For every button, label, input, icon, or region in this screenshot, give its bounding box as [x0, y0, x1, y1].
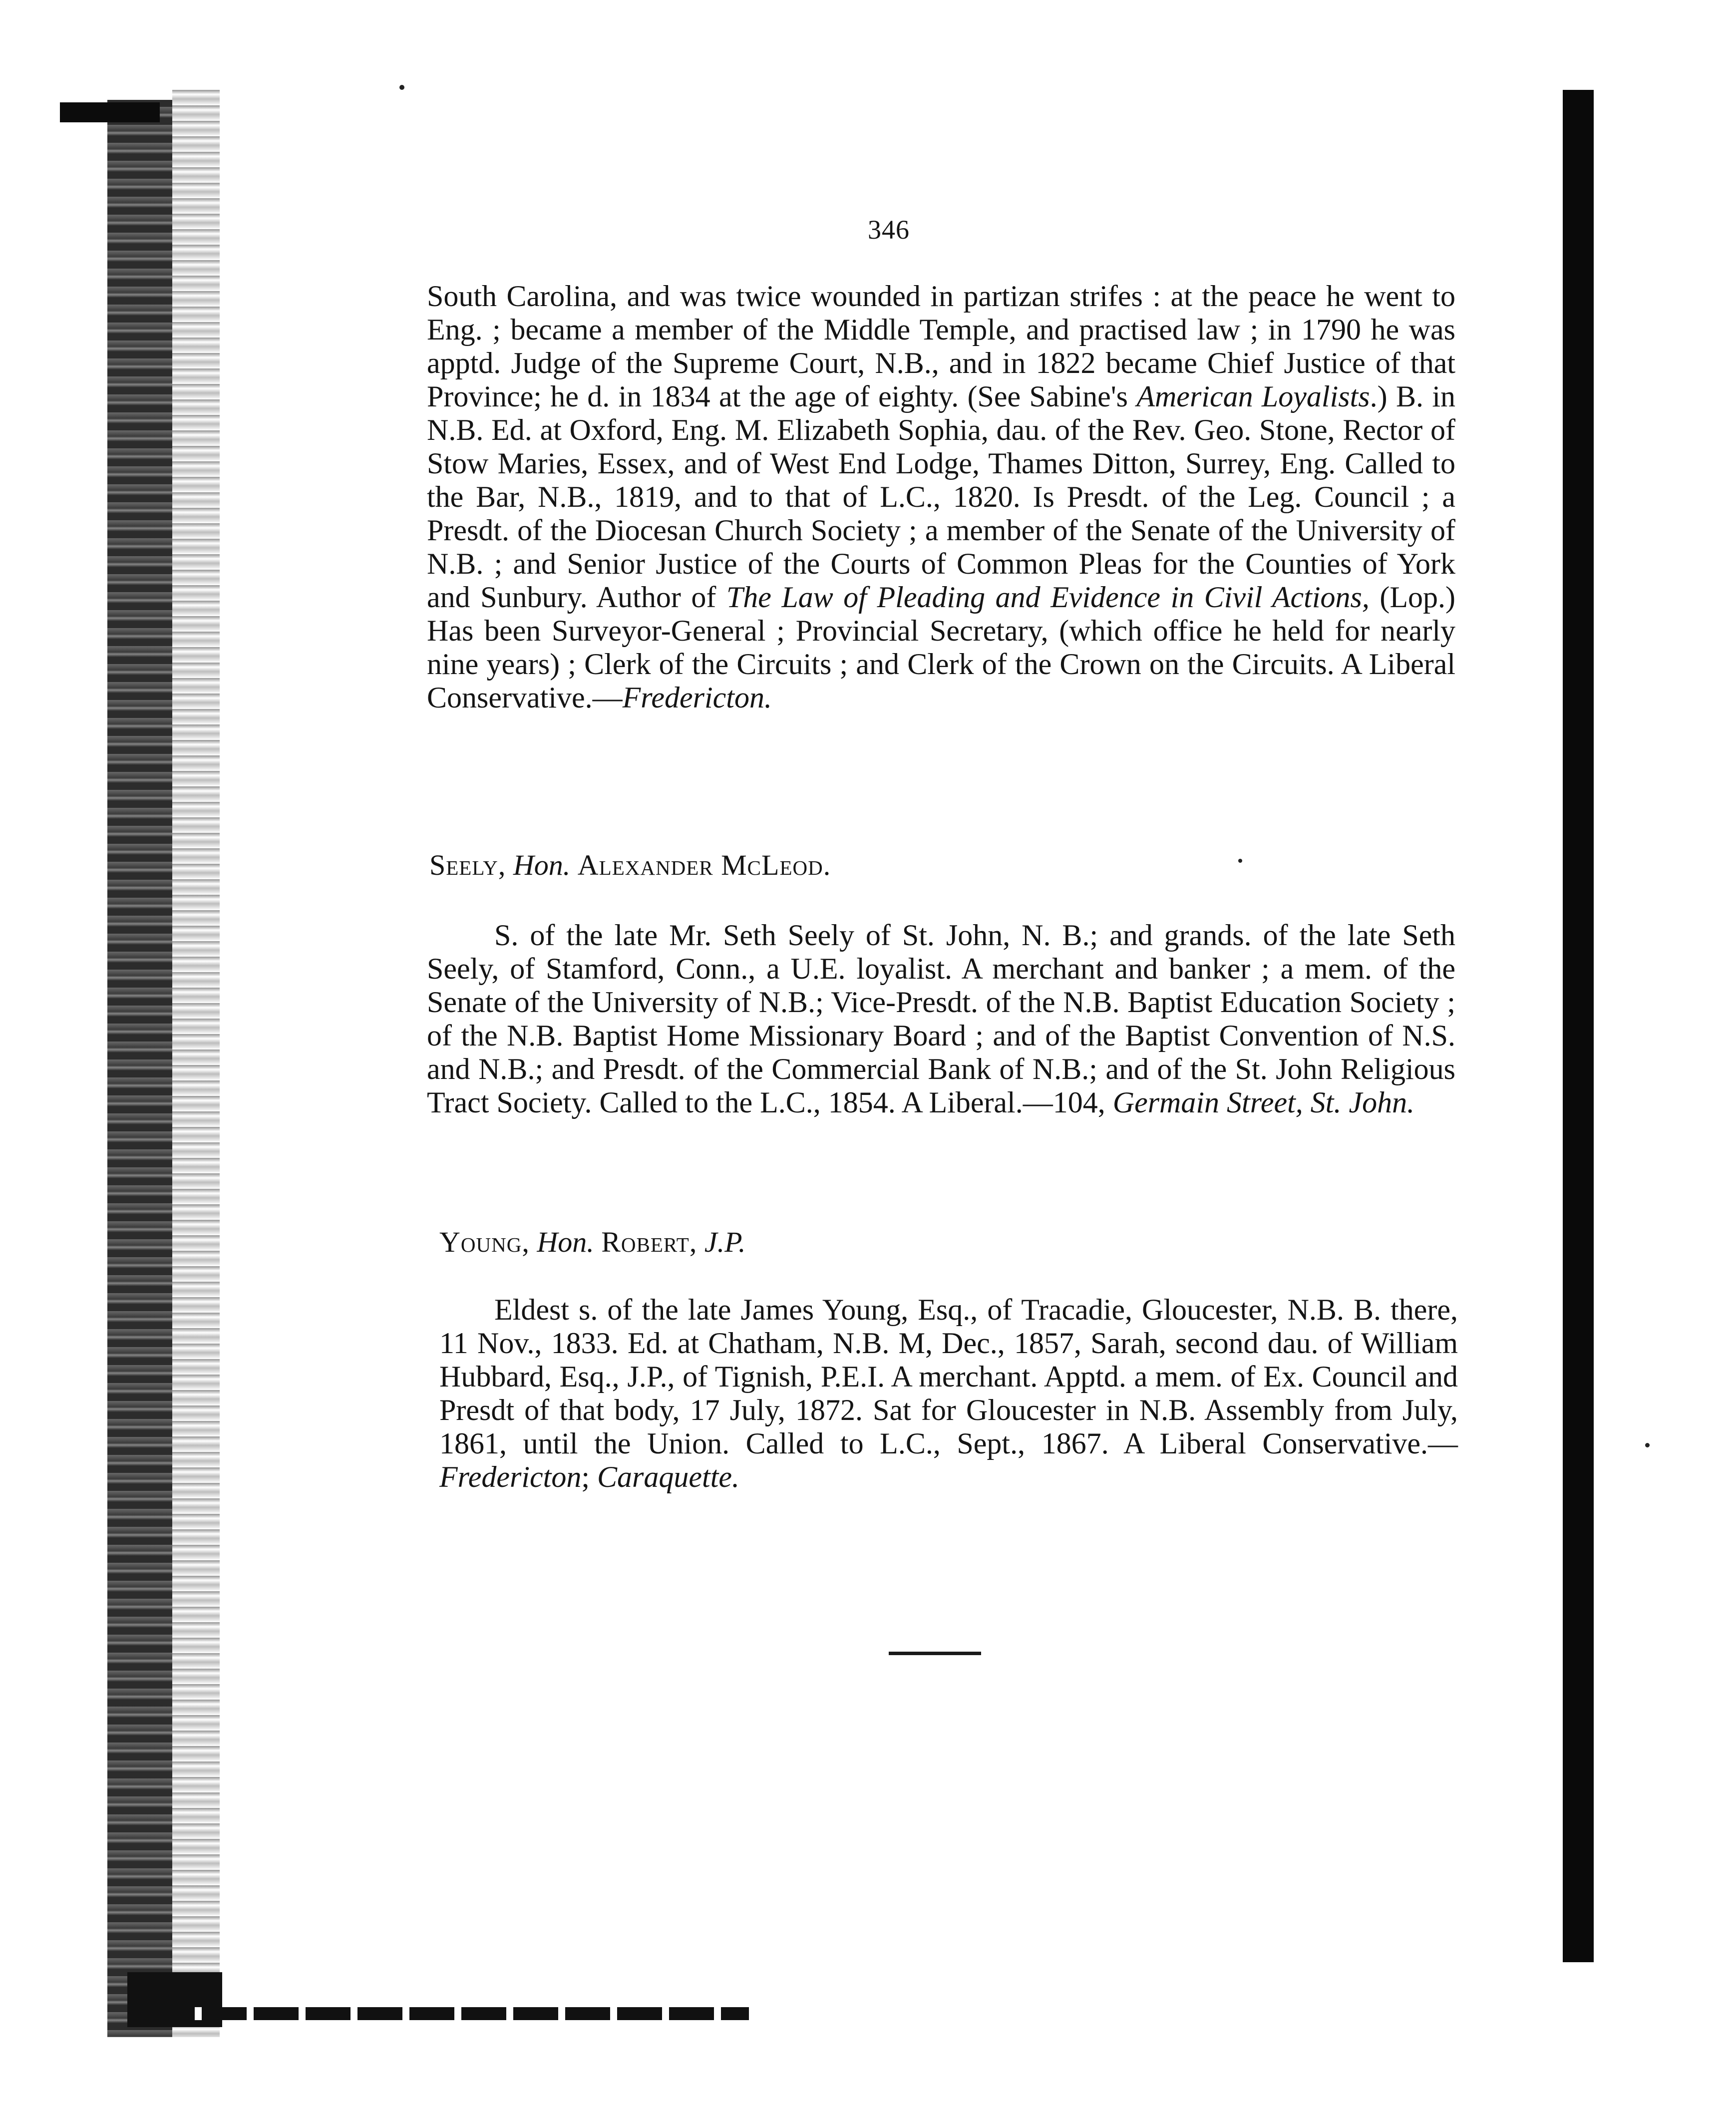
entry-given-names: Alexander McLeod. [577, 849, 831, 881]
text-run: (Lop.) Has been Surveyor-General ; Provincial Secretary, (which office he held for nearly nine years) ; Clerk of the Circuits ; and Clerk of the Crown on the Circuits. A Liberal Conservative.— [427, 581, 1455, 714]
entry-honorific: Hon. [537, 1226, 594, 1258]
residence-italic: Fredericton [439, 1460, 582, 1493]
scan-speck [1645, 1443, 1650, 1447]
continued-entry-paragraph [427, 280, 1455, 714]
entry-heading-seely [429, 849, 831, 882]
entry-suffix: J.P. [704, 1226, 746, 1258]
entry-given-names: Robert, [601, 1226, 697, 1258]
entry-surname: Seely, [429, 849, 506, 881]
text-run: Eldest s. of the late James Young, Esq., of Tracadie, Gloucester, N.B. B. there, 11 Nov., 1833. Ed. at Chatham, N.B. M, Dec., 1857, Sarah, second dau. of William Hubbard, Esq., J.P., of Tignish, P.E.I. A merchant. Apptd. a mem. of Ex. Council and Presdt of that body, 17 July, 1872. Sat for Gloucester in N.B. Assembly from July, 1861, until the Union. Called to L.C., Sept., 1867. A Liberal Conservative.— [439, 1293, 1458, 1460]
section-end-rule [889, 1652, 981, 1655]
text-run: S. of the late Mr. Seth Seely of St. John, N. B.; and grands. of the late Seth Seely, of Stamford, Conn., a U.E. loyalist. A merchant and banker ; a mem. of the Senate of the University of N.B.; Vice-Presdt. of the N.B. Baptist Education Society ; of the N.B. Baptist Home Missionary Board ; and of the Baptist Convention of N.S. and N.B.; and Presdt. of the Commercial Bank of N.B.; and of the St. John Religious Tract Society. Called to the L.C., 1854. A Liberal.—104, [427, 919, 1455, 1119]
page-number: 346 [868, 215, 910, 245]
residence-italic: Fredericton. [622, 681, 772, 714]
text-run: ; [581, 1460, 598, 1493]
binding-shadow-left [107, 100, 172, 2037]
book-title-italic: The Law of Pleading and Evidence in Civil Actions, [726, 581, 1370, 614]
binding-noise-left [172, 90, 220, 2037]
scan-edge-bottom [150, 2007, 749, 2020]
scan-speck [399, 85, 404, 90]
residence-italic: Germain Street, St. John. [1112, 1086, 1415, 1119]
scan-speck [1238, 859, 1242, 863]
entry-body-young [439, 1293, 1458, 1494]
entry-honorific: Hon. [513, 849, 571, 881]
scan-corner-mark [60, 102, 160, 122]
scan-edge-bar-right [1563, 90, 1594, 1962]
text-run: South Carolina, and was twice wounded in partizan strifes : at the peace he went to Eng. ; became a member of the Middle Temple, and practised law ; in 1790 he was apptd. Judge of the Supreme Court, N.B., and in 1822 became Chief Justice of that Province; he d. in 1834 at the age of eighty. (See Sabine's [427, 280, 1455, 413]
entry-body-seely [427, 919, 1455, 1119]
text-run: .) B. in N.B. Ed. at Oxford, Eng. M. Elizabeth Sophia, dau. of the Rev. Geo. Stone, Rector of Stow Maries, Essex, and of West End Lodge, Thames Ditton, Surrey, Eng. Called to the Bar, N.B., 1819, and to that of L.C., 1820. Is Presdt. of the Leg. Council ; a Presdt. of the Diocesan Church Society ; a member of the Senate of the University of N.B. ; and Senior Justice of the Courts of Common Pleas for the Counties of York and Sunbury. Author of [427, 380, 1455, 614]
entry-heading-young [439, 1226, 746, 1259]
book-title-italic: American Loyalists [1136, 380, 1370, 413]
residence-italic: Caraquette. [597, 1460, 740, 1493]
entry-surname: Young, [439, 1226, 530, 1258]
